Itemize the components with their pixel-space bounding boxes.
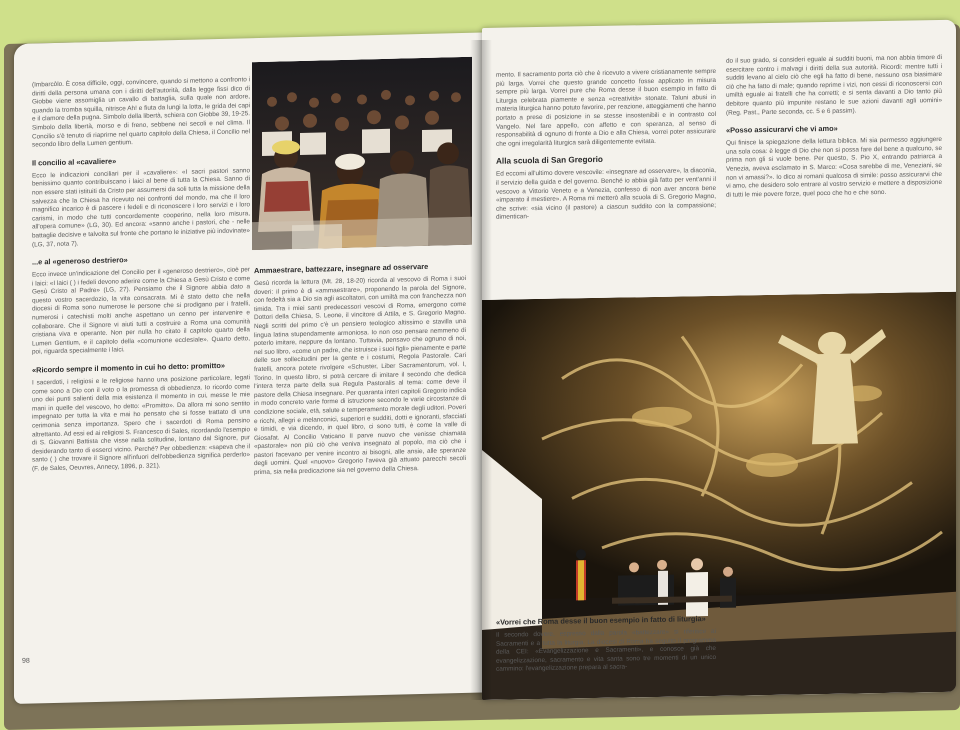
audience-photo [252, 57, 472, 250]
heading-buon-esempio-liturgia: «Vorrei che Roma desse il buon esempio in fatto di liturgia» [496, 614, 706, 627]
heading-posso-assicurarvi: «Posso assicurarvi che vi amo» [726, 123, 838, 135]
paragraph-liturgia-continued: mento. Il sacramento porta ciò che è ricevuto a vivere cristianamente sempre più larga. Vorrei che questo grande concetto fosse applicato in misura sempre più larga. Vorrei pure che Roma desse il buon esempio in fatto di Liturgia celebrata piamente e senza «creatività» stonate. Taluni abusi in materia liturgica hanno potuto favorire, per reazione, atteggiamenti che hanno portato a prese di posizione in se stesse insostenibili e in contrasto col Vangelo. Nel fare appello, con affetto e con speranza, al senso di responsabilità di ognuno di fronte a Dio e alla Chiesa, vorrei poter assicurare che ogni irregolarità liturgica sarà diligentemente evitata. [496, 67, 716, 148]
heading-generoso-destriero: ...e al «generoso destriero» [32, 255, 128, 267]
book-gutter [470, 40, 492, 700]
heading-scuola-gregorio: Alla scuola di San Gregorio [496, 155, 603, 167]
right-lower-column [496, 614, 716, 680]
left-lower-column [254, 261, 466, 483]
paragraph-grado: do il suo grado, si consideri eguale ai sudditi buoni, ma non abbia timore di esercitare contro i malvagi i diritti della sua autorità. Ricordi: mentre tutti i sudditi levano al cielo ciò che egli ha fatto di bene, nessuno osa biasimare ciò che ha fatto di male; quando reprime i vizi, non cessi di riconoscersi con umiltà eguale ai fratelli che ha corretti; e si senta davanti a Dio tanto più debitore quanto più impunite restano le sue azioni davanti agli uomini» (Reg. Past., Parte seconda, cc. 5 e 6 passim). [726, 53, 942, 117]
heading-concilio-cavaliere: Il concilio al «cavaliere» [32, 156, 117, 168]
right-text-column-left [496, 68, 716, 228]
paragraph-ammaestrare: Gesù ricorda la lettura (Mt. 28, 18-20) ricorda al vescovo di Roma i suoi doveri: il primo è di «ammaestrare», proponendo la parola del Signore, con fedeltà sia a Dio sia agli ascoltatori, con umiltà ma con franchezza non timida. Tra i miei santi predecessori vescovi di Roma, emergono come Dottori della Chiesa, S. Leone, il vincitore di Attila, e S. Gregorio Magno. Negli scritti del primo c'è un pensiero teologico altissimo e stavilla una lingua latina stupendamente armoniosa. Io non oso pensare nemmeno di poterlo imitare, neppure da lontano. Tuttavia, pensavo che ognuno di noi, nel suo libro, «come un padre, che istruisce i suoi figli» pienamente e parte delle sue sollecitudini per la gente e i costumi, Regola Pastorale. Cari fratelli, ancora potete rivolgere «Schuster, Liber Sacramentorum, vol. I, Torino. In questo libro, si potrà cercare di imitare il secondo che dedica l'intera terza parte della sua Regula Pastoralis al tema: come deve il pastore della Chiesa insegnare. Per quaranta interi capitoli Gregorio indica in modo concreto varie forme di istruzione secondo le varie circostanze di condizione sociale, età, salute e temperamento morale degli uditori. Poveri e ricchi, allegri e melanconici, superiori e sudditi, dotti e ignoranti, sfacciati e timidi, e via dicendo, in quel libro, ci sono tutti, è come la valle di Giosafat. Al Concilio Vaticano II parve nuovo che venisse chiamata «pastorale» non più ciò che veniva insegnato al popolo, ma ciò che i pastori facevano per venire incontro ai bisogni, alle ansie, alle speranze degli uomini. Quel «nuovo» Gregorio l'aveva già attuato parecchi secoli prima, sia nella predicazione sia nel governo della Chiesa. [254, 274, 466, 477]
paragraph-vi-amo: Qui finisce la spiegazione della lettura biblica. Mi sia permesso aggiungere una sola cosa: è legge di Dio che non si possa fare del bene a qualcuno, se prima non gli si vuole bene. Per questo, S. Pio X, entrando patriarca a Venezia, aveva esclamato in S. Marco: «Cosa sarebbe di me, Veneziani, se non vi amassi?». Io dico ai romani qualcosa di simile: posso assicurarvi che vi amo, che desidero solo entrare al vostro servizio e mettere a disposizione di tutti le mie povere forze, quel poco che ho e che sono. [726, 136, 942, 199]
paragraph-promitto: I sacerdoti, i religiosi e le religiose hanno una posizione particolare, legati come sono a Dio con il voto o la promessa di obbedienza. Io ricordo come uno dei punti salienti della mia esistenza il momento in cui, messe le mie mani in quelle del vescovo, ho detto: «Promitto». Da allora mi sono sentito impegnato per tutta la vita e mai ho pensato che si fosse trattato di una cerimonia senza importanza. Spero che i sacerdoti di Roma pensino altrettanto. Ad essi ed ai religiosi S. Francesco di Sales, ricordando l'esempio di S. Giovanni Battista che visse nella solitudine, lontano dal Signore, pur desiderando tanto di esserci vicino. Perché? Per obbedienza: «sapeva che il santo ( ) che trovare il Signore all'infuori dell'obbedienza significa perderlo» (F. de Sales, Oeuvres, Annecy, 1896, p. 321). [32, 374, 250, 473]
paragraph-scuola-gregorio: Ed eccomi all'ultimo dovere vescovile: «insegnare ad osservare», la diaconia, il servizio della guida e del governo. Benché io abbia già fatto per vent'anni il vescovo a Vittorio Veneto e a Venezia, confesso di non aver ancora bene «imparato il mestiere». A Roma mi metterò alla scuola di S. Gregorio Magno, che scrive: «sia vicino (il pastore) a ciascun suddito con la compassione; dimentican- [496, 167, 716, 222]
paragraph-concilio: Ecco le indicazioni conciliari per il «cavaliere»: «I sacri pastori sanno benissimo quanto contribuiscano i laici al bene di tutta la Chiesa. Sanno di non essere stati istituiti da Cristo per assumersi da soli tutta la missione della salvezza che la Chiesa ha ricevuto nei confronti del mondo, ma che il loro magnifico incarico è di pascere i fedeli e di riconoscere i loro servizi e i loro carismi, in modo che tutti concordemente cooperino, nella loro misura, all'opera comune» (LG, 30). Ed ancora: «sanno anche i pastori, che - nelle battaglie decisive e talvolta sul fronte che portano le iniziative più indovinate» (LG, 37, nota 7). [32, 166, 250, 249]
right-text-column-right [726, 54, 942, 205]
paragraph-battezzare: Il secondo dovere, espresso dalla parola «battezzare» si riferisce ai Sacramenti e a tutta la liturgia. La diocesi di Roma ha seguito il programma della CEI: «Evangelizzazione e Sacramenti», e conosce già che evangelizzazione, sacramento e vita santa sono tre momenti di un unico cammino: l'evangelizzazione prepara al sacra- [496, 627, 716, 674]
paragraph-destriero: Ecco invece un'indicazione del Concilio per il «generoso destriero», cioè per i laici: «I laici ( ) i fedeli devono aderire come la Chiesa a Gesù Cristo e come Gesù Cristo al Padre» (LG, 27). Pensiamo che il Signore abbia dato a questo vostro sacerdozio, la vita consacrata. Mi è stato detto che nella diocesi di Roma sono numerose le persone che si prodigano per i fratelli, numerosi i catechisti molti anche aspettano un cenno per intervenire e collaborare. Che il Signore vi aiuti tutti a costruire a Roma una comunità cristiana viva e operante. Non per nulla ho citato il capitolo quarto della Lumen Gentium, e il capitolo della «comunione ecclesiale». Quarto detto, poi, riguarda specialmente i laici. [32, 266, 250, 356]
page-number-left: 98 [22, 657, 30, 665]
heading-ricordo-promitto: «Ricordo sempre il momento in cui ho detto: promitto» [32, 360, 225, 375]
left-text-column [32, 76, 250, 479]
right-page [482, 20, 956, 700]
left-page [14, 33, 484, 704]
heading-ammaestrare: Ammaestrare, battezzare, insegnare ad osservare [254, 261, 429, 276]
intro-paragraph: (Imbarcòlo. È cosa difficile, oggi, convincere, quando si mettono a confronto i diritti della persona umana con i diritti dell'autorità, dalla legge fissi dico di Giobbe viene assomiglia un cavallo di battaglia, sulla quale non ardore, quando la tromba squilla, nitrisce Ah! e fiuta da lungi la lotta, le grida dei capi e il clamore della pugna. Simbolo della libertà, schiera con Giobbe 39, 19-25. Simbolo della libertà, morso e di freno, sebbene nei secoli e nel clima. Il Concilio s'è tenuto di riaprirne nel quarto capitolo della Chiesa, il Concilio nel secondo libro della Lumen gentium. [32, 76, 250, 149]
